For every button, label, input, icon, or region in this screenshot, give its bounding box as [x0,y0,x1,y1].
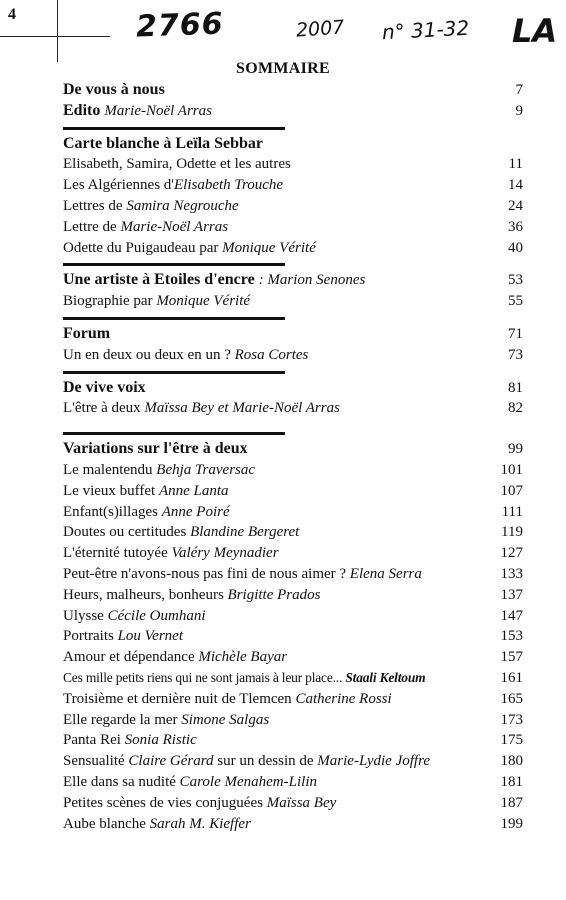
entry-author: Behja Traversac [156,461,256,478]
entry-page-number: 175 [500,732,523,749]
entry-author: Cécile Oumhani [107,607,206,624]
section-heading [63,439,523,460]
entry-text [63,502,230,523]
entry-author: Sonia Ristic [124,732,197,749]
section-heading [63,378,523,399]
entry-page-number: 40 [508,239,523,256]
entry-page-number: 157 [500,649,523,666]
entry-title: Elisabeth, Samira, Odette et les autres [63,156,291,173]
toc-entry [63,626,523,647]
entry-text [63,439,248,460]
entry-title: Elle regarde la mer [63,711,182,728]
entry-author: Lou Vernet [117,628,184,645]
entry-page-number: 107 [500,482,523,499]
entry-author: Staali Keltoum [345,669,426,685]
entry-title: Troisième et dernière nuit de Tlemcen [63,690,296,707]
section-rule [63,127,285,130]
toc-entry [63,238,523,259]
entry-page-number: 24 [508,197,523,214]
toc-section [63,378,523,420]
toc-entry [63,564,523,585]
entry-page-number: 36 [508,218,523,235]
toc-entry [63,502,523,523]
entry-title: Carte blanche à Leïla Sebbar [63,134,263,152]
entry-author: Maïssa Bey [266,794,337,811]
entry-title: Sensualité [63,753,129,770]
toc-entry [63,730,523,751]
entry-author: Marie-Noël Arras [104,102,212,119]
entry-page-number: 173 [500,711,523,728]
section-heading [63,270,523,291]
entry-author: Anne Poiré [161,503,230,520]
toc-entry [63,689,523,710]
entry-text [63,668,425,689]
section-heading [63,324,523,345]
entry-author: : Marion Senones [258,272,366,289]
toc-entry [63,606,523,627]
toc-section [63,134,523,259]
registration-line-vertical [57,0,58,62]
entry-text [63,793,336,814]
entry-title: Elle dans sa nudité [63,773,180,790]
toc-entry [63,647,523,668]
entry-author: Brigitte Prados [227,586,321,603]
entry-text [63,481,229,502]
entry-text [63,345,308,366]
entry-title: Ulysse [63,607,108,624]
entry-title: Le malentendu [63,461,157,478]
entry-title: Heurs, malheurs, bonheurs [63,586,228,603]
handwritten-issue: n° 31-32 [381,15,470,45]
entry-title: Enfant(s)illages [63,503,162,520]
toc-entry [63,814,523,835]
section-gap [63,419,523,427]
entry-text [63,324,110,345]
entry-text [63,772,317,793]
entry-text [63,814,251,835]
entry-title: Les Algériennes d' [63,177,175,194]
toc-entry [63,460,523,481]
entry-page-number: 165 [500,690,523,707]
section-rule [63,371,285,374]
toc-entry [63,291,523,312]
section-heading [63,80,523,101]
entry-page-number: 14 [508,177,523,194]
entry-page-number: 181 [500,773,523,790]
toc-entry [63,751,523,772]
entry-title: Ces mille petits riens qui ne sont jamais à leur place... [63,669,346,685]
entry-text [63,689,392,710]
entry-title: L'être à deux [63,400,145,417]
entry-author: Elisabeth Trouche [174,177,284,194]
entry-page-number: 111 [501,503,523,520]
entry-title: Aube blanche [63,815,150,832]
entry-text [63,460,255,481]
entry-author: Rosa Cortes [234,346,309,363]
entry-text [63,730,197,751]
entry-page-number: 11 [508,156,523,173]
entry-title: Forum [63,324,111,342]
entry-title: Variations sur l'être à deux [63,440,248,458]
entry-page-number: 82 [508,400,523,417]
section-rule [63,432,285,435]
entry-title: Petites scènes de vies conjuguées [63,794,267,811]
entry-author: Maïssa Bey et Marie-Noël Arras [144,400,340,417]
entry-title: L'éternité tutoyée [63,545,172,562]
entry-page-number: 137 [500,586,523,603]
toc-entry [63,481,523,502]
entry-text [63,175,283,196]
page-number: 4 [8,6,16,23]
entry-page-number: 180 [500,753,523,770]
entry-text [63,564,422,585]
entry-author: Marie-Noël Arras [120,218,229,235]
entry-title: Panta Rei [63,732,125,749]
entry-author: Catherine Rossi [295,690,392,707]
entry-text [63,80,165,101]
toc-entry [63,543,523,564]
entry-text [63,270,365,291]
entry-author: Blandine Bergeret [190,524,300,541]
toc-title: SOMMAIRE [236,60,330,77]
entry-page-number: 71 [508,325,523,342]
entry-page-number: 187 [500,794,523,811]
entry-author: Simone Salgas [181,711,270,728]
table-of-contents [63,80,523,834]
toc-entry [63,522,523,543]
handwritten-initials: LA [512,12,558,50]
toc-entry [63,710,523,731]
entry-author: Anne Lanta [158,482,229,499]
entry-title: Lettres de [63,197,127,214]
entry-page-number: 101 [500,461,523,478]
entry-page-number: 81 [508,379,523,396]
entry-text [63,238,316,259]
entry-author: Carole Menahem-Lilin [179,773,317,790]
entry-text [63,647,287,668]
entry-page-number: 7 [515,82,523,98]
entry-text [63,626,183,647]
toc-entry [63,793,523,814]
entry-author: Samira Negrouche [126,197,239,214]
entry-title: Doutes ou certitudes [63,524,191,541]
entry-page-number: 161 [500,669,523,686]
toc-entry [63,585,523,606]
entry-author-secondary: Marie-Lydie Joffre [317,753,431,770]
entry-text [63,606,206,627]
entry-author: Monique Vérité [222,239,316,256]
entry-text [63,398,340,419]
entry-title: Amour et dépendance [63,649,199,666]
toc-entry [63,154,523,175]
entry-text [63,751,430,772]
entry-title: Portraits [63,628,118,645]
toc-section [63,439,523,834]
entry-title: Odette du Puigaudeau par [63,239,223,256]
entry-page-number: 133 [500,565,523,582]
entry-title: Lettre de [63,218,121,235]
entry-title: Une artiste à Etoiles d'encre [63,271,259,289]
entry-title: Biographie par [63,293,157,310]
entry-page-number: 119 [501,524,523,541]
entry-page-number: 55 [508,293,523,310]
handwritten-reference: 2766 [135,6,225,45]
entry-title: De vive voix [63,378,146,396]
entry-title: Le vieux buffet [63,482,159,499]
entry-page-number: 127 [500,545,523,562]
toc-entry [63,772,523,793]
entry-author: Michèle Bayar [198,649,288,666]
entry-text [63,196,239,217]
entry-text [63,710,269,731]
entry-text [63,522,299,543]
entry-text [63,101,212,122]
entry-title: De vous à nous [63,81,165,98]
entry-page-number: 199 [500,815,523,832]
section-heading [63,134,523,155]
entry-text [63,543,279,564]
entry-author: Valéry Meynadier [171,545,279,562]
entry-page-number: 9 [515,102,523,119]
entry-page-number: 147 [500,607,523,624]
toc-entry [63,345,523,366]
entry-page-number: 153 [500,628,523,645]
entry-page-number: 73 [508,346,523,363]
toc-entry [63,196,523,217]
entry-text [63,585,320,606]
entry-page-number: 99 [508,441,523,458]
toc-entry [63,217,523,238]
entry-author: Monique Vérité [156,293,251,310]
entry-text [63,134,263,155]
entry-text [63,154,291,175]
toc-entry [63,668,523,689]
entry-title: Edito [63,101,105,119]
entry-title: Peut-être n'avons-nous pas fini de nous aimer ? [63,565,350,582]
toc-entry [63,398,523,419]
entry-author: Claire Gérard [128,753,214,770]
section-rule [63,317,285,320]
entry-text [63,378,146,399]
handwritten-year: 2007 [295,16,346,42]
entry-title: Un en deux ou deux en un ? [63,346,235,363]
entry-connector: sur un dessin de [213,753,318,770]
entry-text [63,291,250,312]
section-heading [63,101,523,122]
entry-page-number: 53 [508,272,523,289]
toc-section [63,324,523,366]
entry-author: Elena Serra [349,565,422,582]
entry-text [63,217,228,238]
toc-section [63,80,523,122]
toc-section [63,270,523,312]
registration-line-horizontal [0,36,110,37]
toc-entry [63,175,523,196]
entry-author: Sarah M. Kieffer [149,815,251,832]
section-rule [63,263,285,266]
